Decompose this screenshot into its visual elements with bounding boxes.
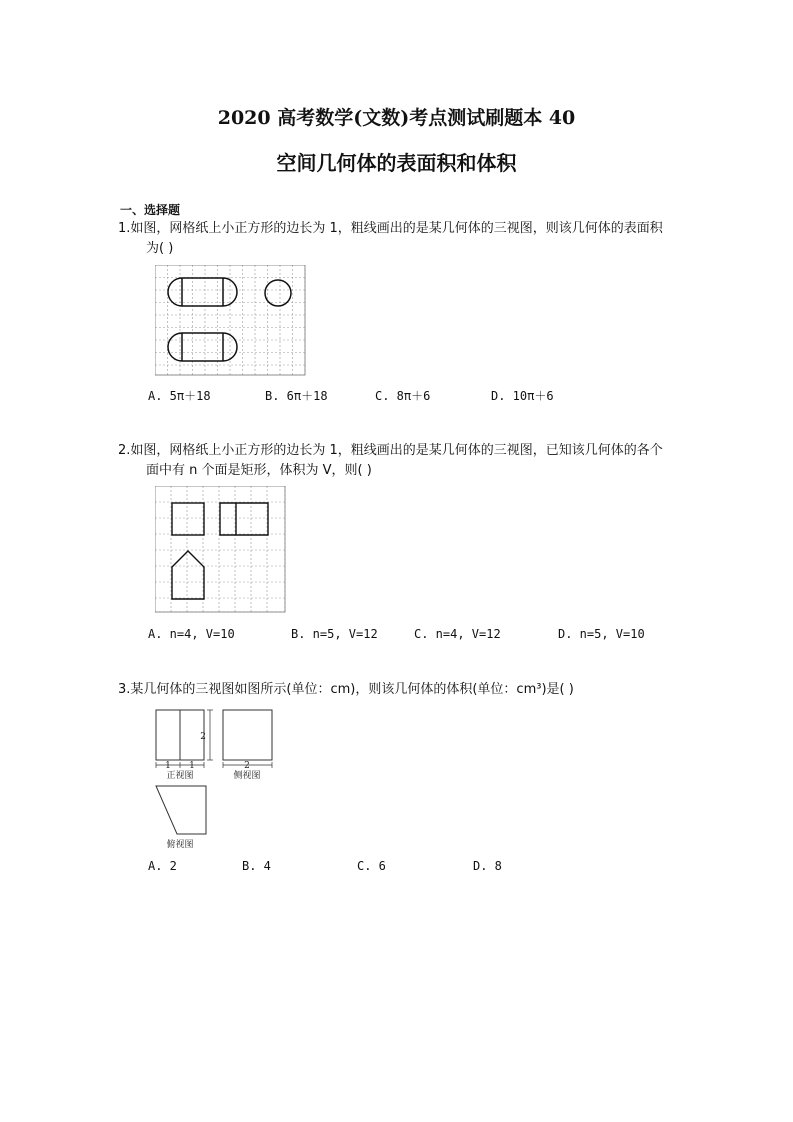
q3-width-dimension xyxy=(156,762,204,768)
q2-top-view xyxy=(172,551,204,599)
q1-side-view xyxy=(265,280,291,306)
q2-option-b[interactable]: B. n=5, V=12 xyxy=(291,627,378,641)
q3-height-dimension xyxy=(207,710,213,760)
document-title: 2020 高考数学(文数)考点测试刷题本 40 xyxy=(217,107,576,129)
q1-option-c[interactable]: C. 8π＋6 xyxy=(375,389,431,403)
q3-option-c[interactable]: C. 6 xyxy=(357,859,386,873)
question-1-line2: 为( ) xyxy=(146,241,174,256)
q3-option-a[interactable]: A. 2 xyxy=(148,859,177,873)
q2-front-view xyxy=(172,503,204,535)
q1-top-view xyxy=(168,333,237,361)
question-1 xyxy=(118,219,718,259)
q2-side-view xyxy=(220,503,268,535)
question-3-figure xyxy=(150,706,285,852)
q3-front-view xyxy=(156,710,204,760)
q2-option-a[interactable]: A. n=4, V=10 xyxy=(148,627,235,641)
q3-front-label: 正视图 xyxy=(166,771,194,781)
q3-option-b[interactable]: B. 4 xyxy=(242,859,271,873)
q2-option-c[interactable]: C. n=4, V=12 xyxy=(414,627,501,641)
q3-side-label: 侧视图 xyxy=(233,771,261,781)
question-3-line1: 3.某几何体的三视图如图所示(单位：cm)，则该几何体的体积(单位：cm³)是( ) xyxy=(118,682,574,697)
question-2 xyxy=(118,441,718,481)
question-1-line1: 1.如图，网格纸上小正方形的边长为 1，粗线画出的是某几何体的三视图，则该几何体的表面积 xyxy=(118,221,663,236)
q3-dim-height: 2 xyxy=(200,732,206,742)
question-2-figure xyxy=(155,486,287,614)
q3-dim-side: 2 xyxy=(244,761,250,771)
question-2-line1: 2.如图，网格纸上小正方形的边长为 1，粗线画出的是某几何体的三视图，已知该几何体的各个 xyxy=(118,443,663,458)
q3-top-view xyxy=(156,786,206,834)
q1-front-view xyxy=(168,278,237,306)
question-2-line2: 面中有 n 个面是矩形，体积为 V，则( ) xyxy=(146,463,372,478)
q3-side-view xyxy=(223,710,272,760)
q3-dim-left: 1 xyxy=(165,761,171,771)
document-subtitle: 空间几何体的表面积和体积 xyxy=(276,151,517,175)
question-1-figure xyxy=(155,265,307,377)
q3-dim-right: 1 xyxy=(189,761,195,771)
q1-option-b[interactable]: B. 6π＋18 xyxy=(265,389,328,403)
question-3 xyxy=(118,680,718,700)
q2-option-d[interactable]: D. n=5, V=10 xyxy=(558,627,645,641)
q3-option-d[interactable]: D. 8 xyxy=(473,859,502,873)
section-heading: 一、选择题 xyxy=(120,203,181,217)
q1-option-d[interactable]: D. 10π＋6 xyxy=(491,389,554,403)
q3-top-label: 俯视图 xyxy=(166,840,194,850)
q1-option-a[interactable]: A. 5π＋18 xyxy=(148,389,211,403)
